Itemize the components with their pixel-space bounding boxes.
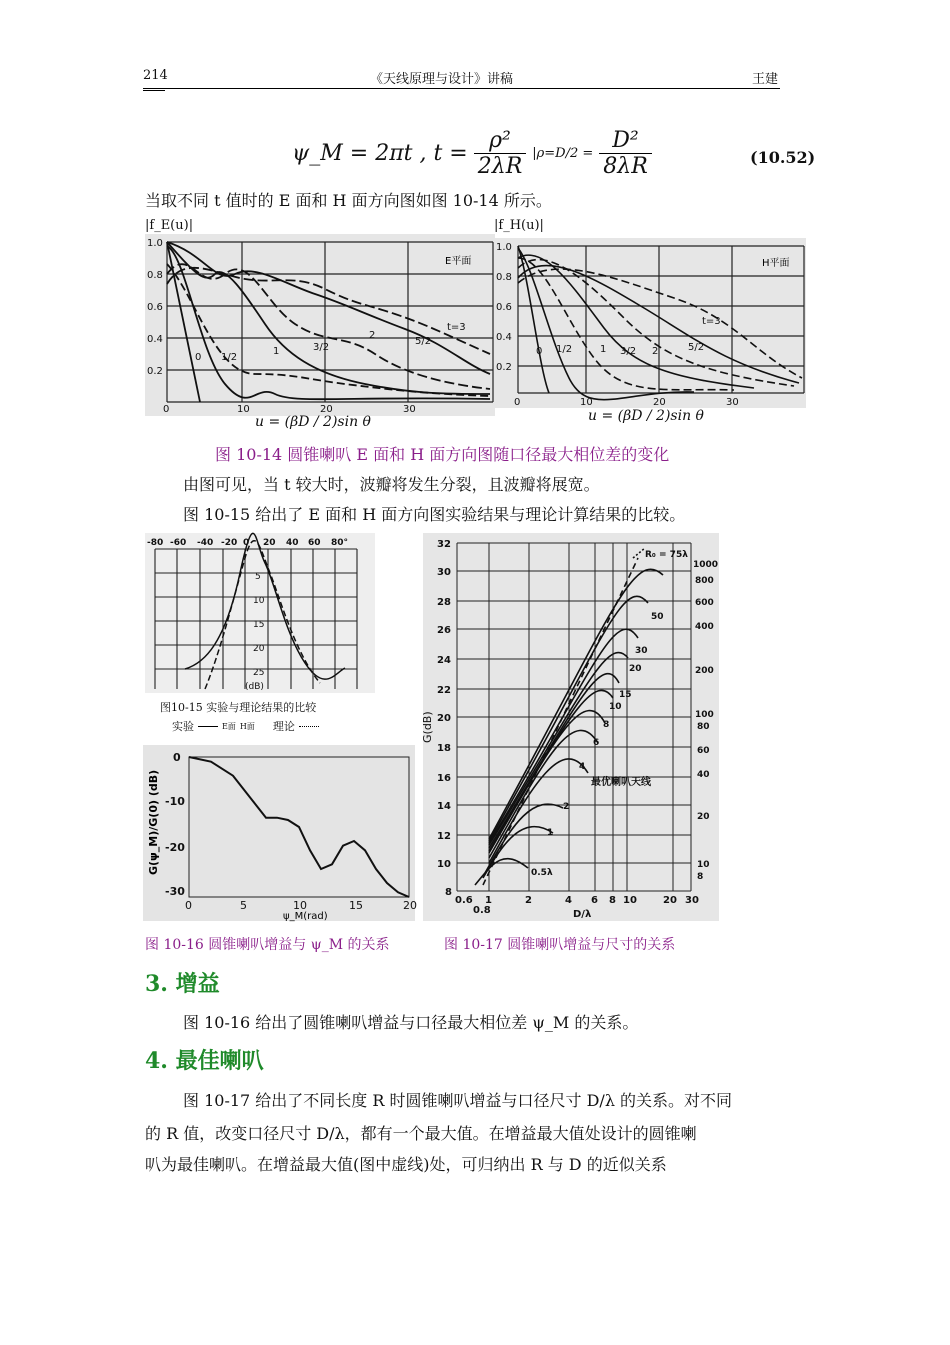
page-number: 214 (143, 68, 168, 83)
svg-text:20: 20 (320, 404, 333, 415)
svg-text:30: 30 (685, 895, 699, 906)
svg-text:50: 50 (651, 612, 664, 622)
h-plot-bg (494, 238, 806, 408)
svg-text:200: 200 (695, 666, 714, 676)
svg-text:t=3: t=3 (702, 316, 721, 327)
svg-text:1.0: 1.0 (496, 242, 512, 253)
paragraph-3: 图 10-15 给出了 E 面和 H 面方向图实验结果与理论计算结果的比较。 (183, 505, 686, 524)
svg-text:5: 5 (240, 899, 247, 912)
eq-frac2: $\frac{\text{D²}}{8\lambda R}$ (599, 128, 652, 179)
h-plane-title: H平面 (762, 258, 790, 269)
svg-text:4: 4 (565, 895, 572, 906)
svg-text:2: 2 (525, 895, 532, 906)
svg-text:24: 24 (437, 655, 451, 666)
equation (292, 128, 652, 179)
svg-text:5/2: 5/2 (688, 342, 705, 353)
svg-text:0.6: 0.6 (455, 895, 473, 906)
svg-text:10: 10 (609, 702, 622, 712)
paragraph-2: 由图可见，当 t 较大时，波瓣将发生分裂，且波瓣将展宽。 (183, 475, 600, 494)
svg-text:28: 28 (437, 597, 451, 608)
e-plane-title: E平面 (445, 256, 472, 267)
svg-text:-60: -60 (170, 538, 187, 548)
svg-text:5/2: 5/2 (415, 336, 432, 347)
svg-text:1: 1 (547, 828, 554, 838)
svg-text:-80: -80 (147, 538, 164, 548)
svg-text:30: 30 (635, 646, 648, 656)
svg-text:-30: -30 (165, 885, 185, 898)
f17-ylabel: G(dB) (421, 711, 434, 743)
svg-text:0.8: 0.8 (496, 272, 512, 283)
svg-text:4: 4 (579, 762, 586, 772)
svg-text:t=3: t=3 (447, 322, 466, 333)
svg-text:3/2: 3/2 (313, 342, 330, 353)
equation-number: (10.52) (750, 148, 816, 167)
svg-text:2: 2 (369, 330, 376, 341)
svg-text:20: 20 (403, 899, 417, 912)
svg-text:16: 16 (437, 773, 451, 784)
svg-text:0: 0 (514, 397, 521, 408)
svg-text:18: 18 (437, 743, 451, 754)
eq-frac1: $\frac{\text{ρ²}}{2\lambda R}$ (474, 128, 527, 179)
svg-text:12: 12 (437, 831, 451, 842)
header-title: 《天线原理与设计》讲稿 (370, 72, 514, 87)
svg-text:60: 60 (308, 538, 321, 548)
paragraph-5-line-2: 的 R 值，改变口径尺寸 D/λ，都有一个最大值。在增益最大值处设计的圆锥喇 (145, 1124, 697, 1143)
svg-text:0.6: 0.6 (147, 302, 163, 313)
svg-text:D/λ: D/λ (573, 909, 592, 920)
svg-text:8: 8 (697, 872, 704, 882)
svg-text:0: 0 (243, 538, 250, 548)
paragraph-1: 当取不同 t 值时的 E 面和 H 面方向图如图 10-14 所示。 (145, 191, 552, 210)
svg-text:20: 20 (263, 538, 276, 548)
svg-text:10: 10 (623, 895, 637, 906)
figure-10-17-plot (423, 533, 719, 921)
svg-text:10: 10 (253, 596, 265, 606)
svg-text:8: 8 (445, 887, 452, 898)
svg-text:40: 40 (697, 770, 710, 780)
svg-text:80°: 80° (331, 538, 349, 548)
h-plane-ylabel: |f_H(u)| (494, 218, 544, 233)
svg-text:0.8: 0.8 (473, 905, 491, 916)
svg-text:60: 60 (697, 746, 710, 756)
f16-xlabel: ψ_M(rad) (283, 911, 328, 922)
svg-text:0.4: 0.4 (147, 334, 163, 345)
svg-text:0.5λ: 0.5λ (531, 868, 553, 878)
svg-text:0.6: 0.6 (496, 302, 512, 313)
svg-text:800: 800 (695, 576, 714, 586)
svg-text:600: 600 (695, 598, 714, 608)
svg-text:40: 40 (286, 538, 299, 548)
header-rule (143, 88, 780, 89)
svg-text:1000: 1000 (693, 560, 719, 570)
svg-text:22: 22 (437, 685, 451, 696)
h-plane-xlabel: u = (βD / 2)sin θ (588, 408, 704, 424)
svg-text:0: 0 (163, 404, 170, 415)
figure-10-17-caption: 图 10-17 圆锥喇叭增益与尺寸的关系 (444, 937, 676, 953)
svg-text:20: 20 (253, 644, 265, 654)
svg-text:8: 8 (609, 895, 616, 906)
svg-text:26: 26 (437, 625, 451, 636)
eq-lhs: ψ_M = 2πt , t = (292, 141, 468, 166)
svg-text:5: 5 (255, 572, 261, 582)
svg-text:15: 15 (349, 899, 363, 912)
svg-text:10: 10 (697, 860, 710, 870)
svg-text:0.2: 0.2 (496, 362, 512, 373)
svg-text:15: 15 (253, 620, 265, 630)
svg-text:1: 1 (485, 895, 492, 906)
eq-subscript: |ρ=D/2 = (532, 146, 594, 161)
svg-text:0: 0 (185, 899, 192, 912)
svg-text:3/2: 3/2 (620, 346, 637, 357)
paragraph-5-line-1: 图 10-17 给出了不同长度 R 时圆锥喇叭增益与口径尺寸 D/λ 的关系。对不同 (183, 1091, 733, 1110)
svg-text:-40: -40 (197, 538, 214, 548)
svg-text:20: 20 (653, 397, 666, 408)
figure-10-15-caption: 图10-15 实验与理论结果的比较 (160, 701, 317, 714)
svg-text:1/2: 1/2 (556, 344, 573, 355)
svg-text:10: 10 (237, 404, 250, 415)
header-author: 王建 (752, 72, 779, 87)
svg-text:R₀ = 75λ: R₀ = 75λ (645, 550, 688, 560)
svg-text:1.0: 1.0 (147, 238, 163, 249)
e-plane-pattern-plot (145, 234, 495, 416)
svg-text:30: 30 (726, 397, 739, 408)
svg-text:1: 1 (600, 344, 607, 355)
svg-text:0: 0 (536, 346, 543, 357)
svg-text:15: 15 (619, 690, 632, 700)
svg-text:6: 6 (591, 895, 598, 906)
svg-text:400: 400 (695, 622, 714, 632)
svg-text:0.8: 0.8 (147, 270, 163, 281)
svg-text:(dB): (dB) (245, 682, 264, 692)
paragraph-4: 图 10-16 给出了圆锥喇叭增益与口径最大相位差 ψ_M 的关系。 (183, 1013, 639, 1032)
svg-text:-20: -20 (165, 841, 185, 854)
svg-text:20: 20 (663, 895, 677, 906)
section-4-heading: 4. 最佳喇叭 (145, 1048, 264, 1074)
figure-10-14-caption: 图 10-14 圆锥喇叭 E 面和 H 面方向图随口径最大相位差的变化 (215, 445, 670, 464)
svg-text:32: 32 (437, 539, 451, 550)
svg-text:0: 0 (195, 352, 202, 363)
e-plane-xlabel: u = (βD / 2)sin θ (255, 414, 371, 430)
svg-text:0.4: 0.4 (496, 332, 512, 343)
f15-legend: 实验 E面 H面 理论 (172, 718, 319, 734)
paragraph-5-line-3: 叭为最佳喇叭。在增益最大值(图中虚线)处，可归纳出 R 与 D 的近似关系 (145, 1155, 667, 1174)
figure-10-15-plot (145, 533, 375, 693)
svg-text:8: 8 (603, 720, 610, 730)
f16-ylabel: G(ψ_M)/G(0) (dB) (147, 769, 160, 875)
svg-text:10: 10 (437, 859, 451, 870)
svg-text:10: 10 (580, 397, 593, 408)
svg-text:30: 30 (403, 404, 416, 415)
section-3-heading: 3. 增益 (145, 971, 220, 997)
svg-text:-20: -20 (221, 538, 238, 548)
svg-text:1/2: 1/2 (221, 352, 238, 363)
svg-text:30: 30 (437, 567, 451, 578)
header-rule-short (143, 90, 165, 91)
svg-text:80: 80 (697, 722, 710, 732)
svg-text:25: 25 (253, 668, 265, 678)
figure-10-16-plot (143, 745, 415, 921)
f17-optimum-label: 最优喇叭天线 (591, 777, 651, 788)
svg-text:2: 2 (563, 802, 570, 812)
e-plane-ylabel: |f_E(u)| (145, 218, 194, 233)
svg-text:0: 0 (173, 751, 181, 764)
svg-text:14: 14 (437, 801, 451, 812)
h-plane-pattern-plot (494, 238, 806, 408)
svg-text:100: 100 (695, 710, 714, 720)
svg-text:20: 20 (437, 713, 451, 724)
svg-text:20: 20 (629, 664, 642, 674)
figure-10-16-caption: 图 10-16 圆锥喇叭增益与 ψ_M 的关系 (145, 937, 390, 953)
svg-text:6: 6 (593, 738, 600, 748)
svg-text:1: 1 (273, 346, 280, 357)
svg-text:10: 10 (293, 899, 307, 912)
svg-text:20: 20 (697, 812, 710, 822)
svg-text:0.2: 0.2 (147, 366, 163, 377)
svg-text:2: 2 (652, 346, 659, 357)
svg-text:-10: -10 (165, 795, 185, 808)
f15-x-ticks (147, 538, 348, 548)
